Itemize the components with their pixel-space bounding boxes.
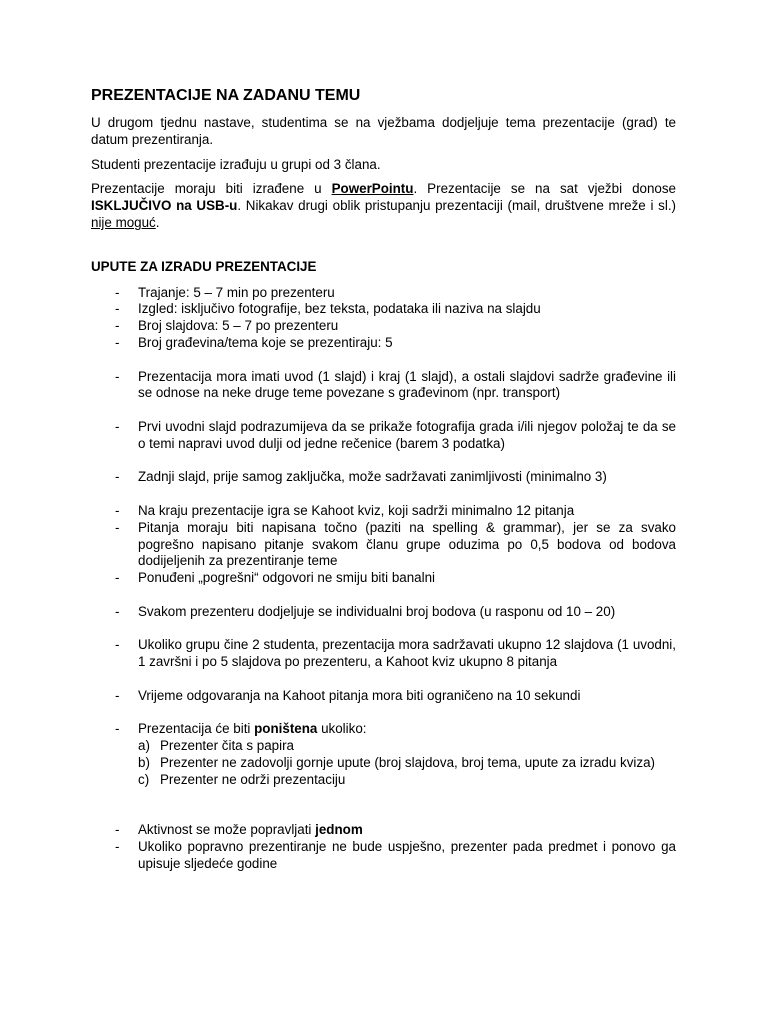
list-item-text: Zadnji slajd, prije samog zaključka, može sadržavati zanimljivosti (minimalno 3) <box>138 469 607 485</box>
dash-bullet: - <box>115 637 120 653</box>
intro-paragraph-2: Studenti prezentacije izrađuju u grupi od 3 člana. <box>91 156 381 172</box>
cancellation-conditions-list <box>91 738 676 788</box>
list-item <box>91 637 676 671</box>
list-item-text: Pitanja moraju biti napisana točno (paziti na spelling & grammar), jer se za svako pogrešno napisano pitanje svakom članu grupe oduzima po 0,5 bodova od bodova dodijeljenih za prezentiranje teme <box>138 519 676 569</box>
intro-paragraph-1: U drugom tjednu nastave, studentima se na vježbama dodjeljuje tema prezentacije (grad) te datum prezentiranja. <box>91 115 676 147</box>
dash-bullet: - <box>115 603 120 619</box>
dash-bullet: - <box>115 570 120 586</box>
list-item-text: Prezentacija će biti <box>138 721 255 737</box>
list-item <box>91 318 676 335</box>
sub-list-item <box>91 738 676 755</box>
instructions-list <box>91 721 676 738</box>
dash-bullet: - <box>115 721 120 737</box>
sub-list-item <box>91 772 676 789</box>
dash-bullet: - <box>115 469 120 485</box>
instructions-list <box>91 637 676 671</box>
instructions-list <box>91 503 676 587</box>
dash-bullet: - <box>115 301 120 317</box>
intro-paragraph-3 <box>91 181 676 231</box>
intro-text: Prezentacije moraju biti izrađene u <box>91 181 332 197</box>
list-item <box>91 285 676 302</box>
instructions-list <box>91 469 676 486</box>
intro-text: . <box>155 214 160 230</box>
cancelled-emphasis: poništena <box>254 721 318 737</box>
intro-text: . Nikakav drugi oblik pristupanju prezentaciji (mail, društvene mreže i sl.) <box>237 198 677 214</box>
list-item-text: Svakom prezenteru dodjeljuje se individualni broj bodova (u rasponu od 10 – 20) <box>138 603 616 619</box>
list-item-text: Ukoliko grupu čine 2 studenta, prezentacija mora sadržavati ukupno 12 slajdova (1 uvodni, 1 završni i po 5 slajdova po prezenteru, a Kahoot kviz ukupno 8 pitanja <box>138 637 676 670</box>
list-item-text: Prvi uvodni slajd podrazumijeva da se prikaže fotografija grada i/ili njegov položaj te da se o temi napravi uvod dulji od jedne rečenice (barem 3 podatka) <box>138 418 676 451</box>
dash-bullet: - <box>115 334 120 350</box>
list-item <box>91 604 676 621</box>
sub-list-text: Prezenter ne zadovolji gornje upute (broj slajdova, broj tema, upute za izradu kviza) <box>160 754 655 770</box>
list-item-text: ukoliko: <box>317 721 367 737</box>
list-item-text: Trajanje: 5 – 7 min po prezenteru <box>138 284 335 300</box>
dash-bullet: - <box>115 687 120 703</box>
list-item <box>91 570 676 587</box>
list-item <box>91 301 676 318</box>
sub-list-text: Prezenter ne održi prezentaciju <box>160 771 346 787</box>
list-item-text: Izgled: isključivo fotografije, bez teksta, podataka ili naziva na slajdu <box>138 301 541 317</box>
list-item <box>91 503 676 520</box>
sub-list-marker: c) <box>138 771 150 787</box>
dash-bullet: - <box>115 318 120 334</box>
dash-bullet: - <box>115 284 120 300</box>
not-possible-emphasis: nije moguć <box>91 214 156 230</box>
instructions-list <box>91 369 676 403</box>
dash-bullet: - <box>115 519 120 535</box>
sub-list-marker: a) <box>138 738 150 754</box>
list-item-text: Na kraju prezentacije igra se Kahoot kviz, koji sadrži minimalno 12 pitanja <box>138 502 575 518</box>
dash-bullet: - <box>115 502 120 518</box>
list-item <box>91 419 676 453</box>
list-item-text: Aktivnost se može popravljati <box>138 822 316 838</box>
usb-emphasis: ISKLJUČIVO na USB-u <box>91 198 238 214</box>
list-item-text: Broj slajdova: 5 – 7 po prezenteru <box>138 318 339 334</box>
list-item <box>91 520 676 570</box>
list-item <box>91 839 676 873</box>
list-item-text: Ponuđeni „pogrešni“ odgovori ne smiju biti banalni <box>138 570 436 586</box>
list-item <box>91 469 676 486</box>
once-emphasis: jednom <box>315 822 363 838</box>
instructions-list <box>91 822 676 872</box>
sub-list-text: Prezenter čita s papira <box>160 738 294 754</box>
list-item-text: Vrijeme odgovaranja na Kahoot pitanja mora biti ograničeno na 10 sekundi <box>138 687 581 703</box>
dash-bullet: - <box>115 822 120 838</box>
list-item-text: Ukoliko popravno prezentiranje ne bude uspješno, prezenter pada predmet i ponovo ga upisuje sljedeće godine <box>138 838 676 871</box>
list-item <box>91 369 676 403</box>
instructions-list <box>91 285 676 352</box>
list-item <box>91 335 676 352</box>
document-page <box>91 86 676 872</box>
list-item <box>91 721 676 738</box>
list-item <box>91 822 676 839</box>
instructions-list <box>91 688 676 705</box>
instructions-list <box>91 604 676 621</box>
dash-bullet: - <box>115 838 120 854</box>
section-title: UPUTE ZA IZRADU PREZENTACIJE <box>91 258 317 274</box>
dash-bullet: - <box>115 368 120 384</box>
dash-bullet: - <box>115 418 120 434</box>
list-item-text: Prezentacija mora imati uvod (1 slajd) i kraj (1 slajd), a ostali slajdovi sadrže građevine ili se odnose na neke druge teme povezane s građevinom (npr. transport) <box>138 368 676 401</box>
powerpoint-emphasis: PowerPointu <box>331 181 414 197</box>
document-title: PREZENTACIJE NA ZADANU TEMU <box>91 87 361 104</box>
intro-text: . Prezentacije se na sat vježbi donose <box>413 181 676 197</box>
list-item-text: Broj građevina/tema koje se prezentiraju: 5 <box>138 334 393 350</box>
sub-list-marker: b) <box>138 754 150 770</box>
instructions-list <box>91 419 676 453</box>
list-item <box>91 688 676 705</box>
sub-list-item <box>91 755 676 772</box>
